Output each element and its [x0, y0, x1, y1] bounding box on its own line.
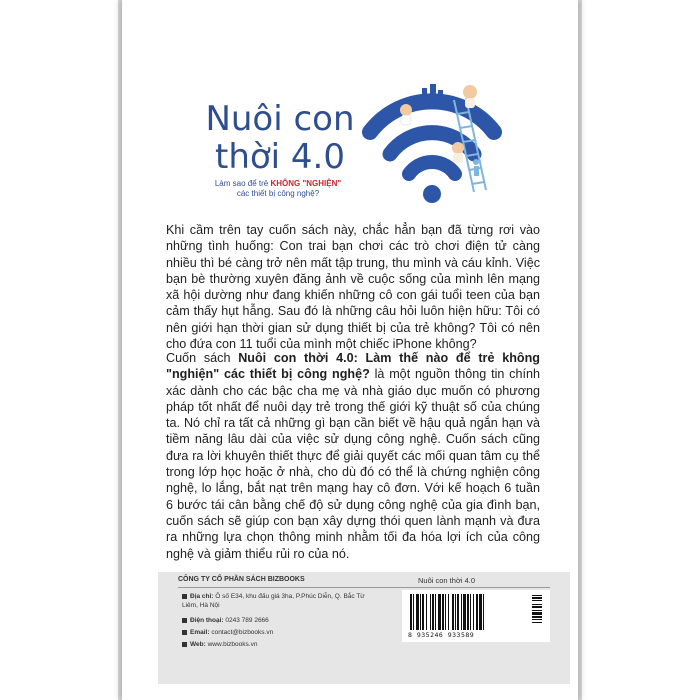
wifi-illustration [362, 70, 502, 210]
address-info [182, 592, 372, 610]
isbn-vertical-barcode [532, 594, 546, 634]
barcode-panel [402, 590, 550, 642]
publisher-name: CÔNG TY CỔ PHẦN SÁCH BIZBOOKS [178, 576, 305, 583]
subtitle-prefix: Làm sao để trẻ [214, 179, 271, 188]
phone-value: 0243 789 2666 [225, 617, 269, 624]
web-icon [182, 642, 187, 647]
phone-icon [182, 618, 187, 623]
email-icon [182, 630, 187, 635]
title-line-2: thời 4.0 [214, 137, 345, 177]
publisher-footer [158, 572, 570, 684]
paragraph-2-prefix: Cuốn sách [166, 351, 239, 365]
address-label: Địa chỉ: [190, 593, 214, 600]
footer-divider [178, 587, 550, 588]
web-value: www.bizbooks.vn [207, 641, 258, 648]
email-value: contact@bizbooks.vn [211, 629, 274, 636]
email-info [182, 628, 273, 637]
description-paragraph-2 [166, 350, 540, 562]
phone-info [182, 616, 269, 625]
paragraph-2-book-title: Nuôi con thời 4.0: Làm thế nào để trẻ không "nghiện" các thiết bị công nghệ? [166, 351, 540, 382]
web-label: Web: [190, 641, 206, 648]
book-title [200, 100, 360, 176]
address-icon [182, 594, 187, 599]
description-paragraph-1: Khi cầm trên tay cuốn sách này, chắc hẳn bạn đã từng rơi vào những tình huống: Con trai bạn chơi các trò chơi điện tử càng nhiều thì bé càng trở nên mất tập trung, thu mình và cáu kỉnh. Việc bạn bè thường xuyên đăng ảnh về cuộc sống của mình lên mạng xã hội dường như đang khiến những cô con gái tuổi teen của bạn cảm thấy hụt hẫng. Sau đó là những câu hỏi luôn hiện hữu: Tôi có nên giới hạn thời gian sử dụng thiết bị của trẻ không? Tôi có nên cho đứa con 11 tuổi của mình một chiếc iPhone không? [166, 223, 540, 352]
book-back-cover [122, 0, 578, 700]
footer-book-title: Nuôi con thời 4.0 [418, 576, 476, 585]
subtitle-highlight: KHÔNG "NGHIỆN" [270, 179, 342, 188]
book-subtitle [208, 179, 348, 199]
barcode-image [408, 594, 526, 630]
email-label: Email: [190, 629, 210, 636]
paragraph-2-body: là một nguồn thông tin chính xác dành cho các bậc cha mẹ và nhà giáo dục muốn có phương pháp tốt nhất để nuôi dạy trẻ trong thế giới kỹ thuật số của chúng ta. Nó chỉ ra tất cả những gì bạn cần biết về hậu quả ngắn hạn và tiềm năng lâu dài của việc sử dụng công nghệ. Cuốn sách cũng đưa ra lời khuyên thiết thực để giải quyết các mối quan tâm cụ thể trong lớp học hoặc ở nhà, cho dù đó có thể là chứng nghiện công nghệ, lo lắng, bắt nạt trên mạng hay cô đơn. Với kế hoạch 6 tuần 6 bước tái cân bằng chế độ sử dụng công nghệ của gia đình bạn, cuốn sách sẽ giúp con bạn xây dựng thói quen lành mạnh và đưa ra những lựa chọn thông minh nhằm tối đa hóa lợi ích của công nghệ và giảm thiểu rủi ro của nó. [166, 367, 540, 561]
title-line-1: Nuôi con [205, 99, 355, 139]
subtitle-line-2: các thiết bị công nghệ? [236, 189, 320, 198]
barcode-number: 8 935246 933589 [408, 631, 475, 639]
web-info [182, 640, 257, 649]
phone-label: Điện thoại: [190, 617, 224, 624]
address-value: Ô số E34, khu đấu giá 3ha, P.Phúc Diễn, Q. Bắc Từ Liêm, Hà Nội [182, 593, 365, 609]
page-edge-right [578, 0, 582, 700]
